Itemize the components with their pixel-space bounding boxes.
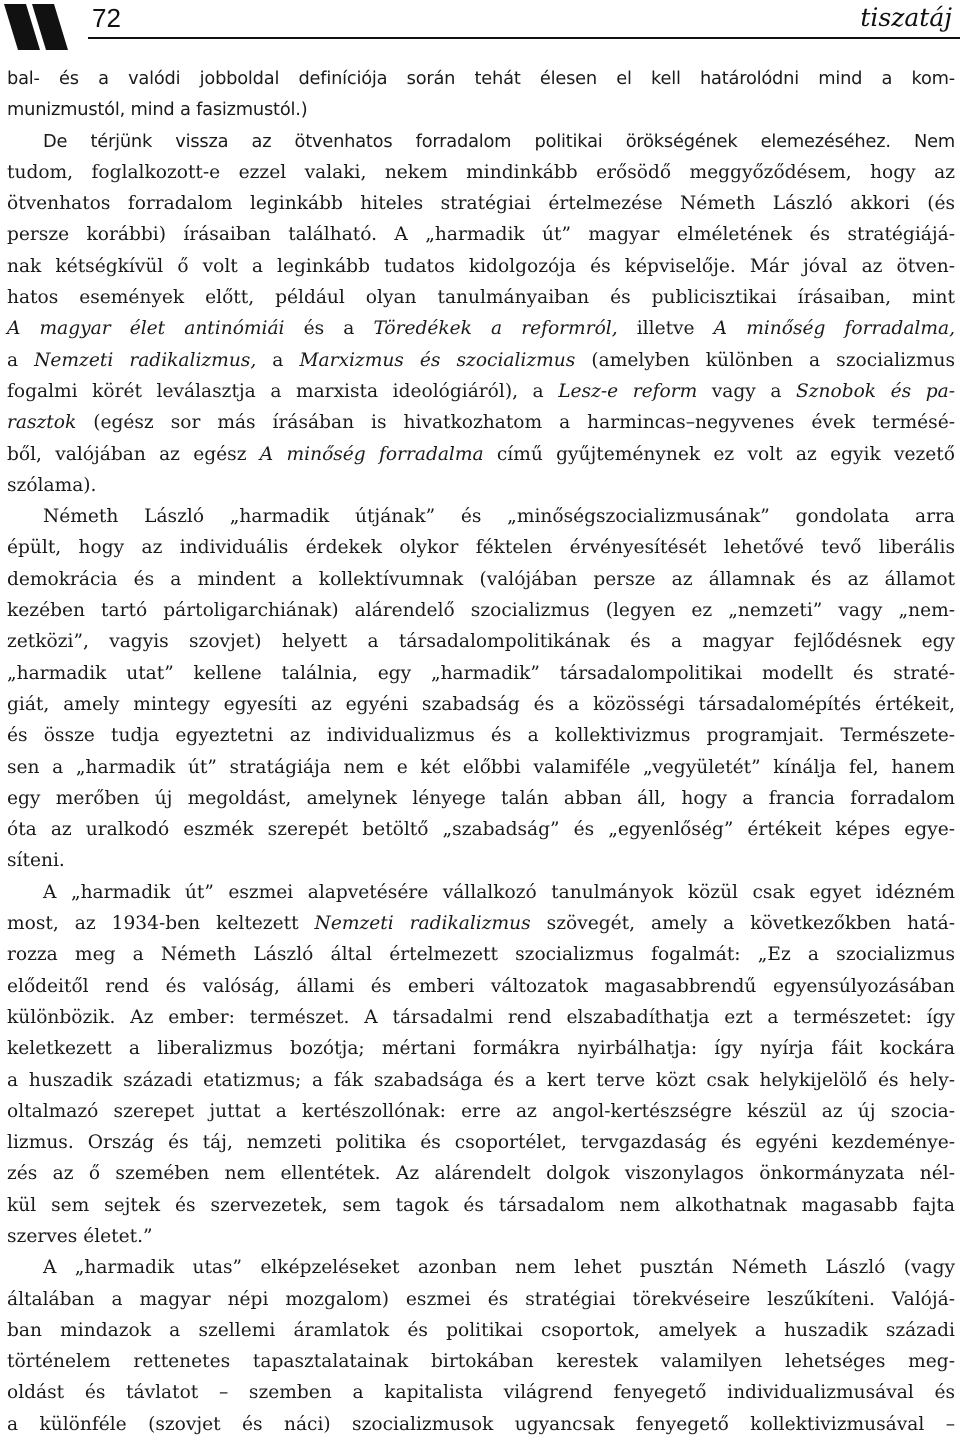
text-line xyxy=(7,564,955,595)
text-line xyxy=(7,908,955,939)
text-segment: hatos események előtt, például olyan tanulmányaiban és publicisztikai írásaiban, mint xyxy=(7,287,955,309)
text-line xyxy=(7,1221,955,1252)
text-segment: giát, amely mintegy egyesíti az egyéni szabadság és a közösségi társadalomépítés értékeit, xyxy=(7,693,955,715)
text-line xyxy=(7,439,955,470)
text-segment: vagy a xyxy=(697,380,796,402)
text-line xyxy=(7,1033,955,1064)
text-line xyxy=(7,1065,955,1096)
text-line xyxy=(7,845,955,876)
text-segment: most, az 1934-ben keltezett xyxy=(7,913,315,935)
text-line xyxy=(7,94,955,125)
text-segment: szerves életet.” xyxy=(7,1225,153,1247)
text-line xyxy=(7,157,955,188)
text-segment: A „harmadik út” eszmei alapvetésére vállalkozó tanulmányok közül csak egyet idézném xyxy=(43,881,955,903)
text-line xyxy=(7,658,955,689)
text-line xyxy=(7,345,955,376)
text-segment: munizmustól, mind a fasizmustól.) xyxy=(7,99,308,121)
text-segment: szövegét, amely a következőkben hatá- xyxy=(530,913,955,935)
text-segment: a xyxy=(7,349,35,371)
text-line xyxy=(7,282,955,313)
text-segment: óta az uralkodó eszmék szerepét betöltő „szabadság” és „egyenlőség” értékeit képes egye- xyxy=(7,819,955,841)
italic-title: Töredékek a reformról, xyxy=(373,318,618,340)
text-segment: oltalmazó szerepet juttat a kertészollónak: erre az angol-kertészségre készül az új szocia- xyxy=(7,1100,955,1122)
text-segment: a huszadik századi etatizmus; a fák szabadsága és a kert terve közt csak helykijelölő és hely- xyxy=(7,1069,955,1091)
italic-title: Marxizmus és szocializmus xyxy=(299,349,576,371)
text-segment: tudom, foglalkozott-e ezzel valaki, nekem mindinkább erősödő meggyőződésem, hogy az xyxy=(7,161,955,183)
text-segment: A „harmadik utas” elképzeléseket azonban nem lehet pusztán Németh László (vagy xyxy=(43,1257,955,1279)
text-line xyxy=(7,939,955,970)
article-body xyxy=(7,63,955,1440)
text-line xyxy=(7,1284,955,1315)
text-line xyxy=(7,313,955,344)
text-segment: ötvenhatos forradalom leginkább hiteles stratégiai értelmezése Németh László akkori (és xyxy=(7,193,955,215)
text-segment: „harmadik utat” kellene találnia, egy „harmadik” társadalompolitikai modellt és straté- xyxy=(7,662,955,684)
text-segment: fogalmi körét leválasztja a marxista ideológiáról), a xyxy=(7,380,559,402)
text-segment: oldást és távlatot – szemben a kapitalista világrend fenyegető individualizmusával és xyxy=(7,1382,955,1404)
text-line xyxy=(7,783,955,814)
text-segment: sen a „harmadik út” stratágiája nem e két előbbi valamiféle „vegyületét” kínálja fel, hanem xyxy=(7,756,955,778)
text-segment: zés az ő szemében nem ellentétek. Az alárendelt dolgok viszonylagos önkormányzata nél- xyxy=(7,1163,955,1185)
text-segment: kül sem sejtek és szervezetek, sem tagok és társadalom nem alkothatnak magasabb fajta xyxy=(7,1194,955,1216)
text-segment: egy merőben új megoldást, amelynek lényege talán abban áll, hogy a francia forradalom xyxy=(7,787,955,809)
text-segment: a különféle (szovjet és náci) szocializmusok ugyancsak fenyegető kollektivizmusával – xyxy=(7,1413,955,1435)
italic-title: A minőség forradalma, xyxy=(713,318,955,340)
text-line xyxy=(7,814,955,845)
text-segment: általában a magyar népi mozgalom) eszmei és stratégiai törekvéseire leszűkíteni. Valójá- xyxy=(7,1288,955,1310)
text-segment: (egész sor más írásában is hivatkozhatom a harmincas–negyvenes évek termésé- xyxy=(76,412,955,434)
text-line xyxy=(7,188,955,219)
journal-logo-icon xyxy=(4,4,80,50)
text-line xyxy=(7,251,955,282)
text-line xyxy=(7,126,955,157)
text-segment: épült, hogy az individuális érdekek olykor féktelen érvényesítését lehetővé tevő liberális xyxy=(7,537,955,559)
text-line xyxy=(7,626,955,657)
text-segment: ban mindazok a szellemi áramlatok és politikai csoportok, amelyek a huszadik századi xyxy=(7,1319,955,1341)
text-segment: keletkezett a liberalizmus bozótja; mértani formákra nyirbálhatja: így nyírja fáit kockára xyxy=(7,1038,955,1060)
text-segment: című gyűjteménynek ez volt az egyik vezető xyxy=(483,443,955,465)
text-line xyxy=(7,63,955,94)
text-line xyxy=(7,1346,955,1377)
text-segment: elődeitől rend és valóság, állami és emberi változatok magasabbrendű egyensúlyozásában xyxy=(7,975,955,997)
text-segment: szólama). xyxy=(7,474,97,496)
text-line xyxy=(7,595,955,626)
journal-title: tiszatáj xyxy=(860,3,952,32)
text-line xyxy=(7,689,955,720)
text-line xyxy=(7,376,955,407)
text-segment: zetközi”, vagyis szovjet) helyett a társadalompolitikának és a magyar fejlődésnek egy xyxy=(7,631,955,653)
text-line xyxy=(7,1252,955,1283)
italic-title: A magyar élet antinómiái xyxy=(7,318,285,340)
text-line xyxy=(7,1409,955,1440)
text-segment: és össze tudja egyeztetni az individualizmus és a kollektivizmus programjait. Természete- xyxy=(7,725,955,747)
text-segment: (amelyben különben a szocializmus xyxy=(575,349,955,371)
text-line xyxy=(7,1190,955,1221)
text-line xyxy=(7,877,955,908)
text-segment: síteni. xyxy=(7,850,65,872)
text-segment: ből, valójában az egész xyxy=(7,443,260,465)
text-line xyxy=(7,1096,955,1127)
header-rule xyxy=(88,37,960,39)
text-segment: bal- és a valódi jobboldal definíciója során tehát élesen el kell határolódni mind a kom- xyxy=(7,68,955,89)
text-segment: Németh László „harmadik útjának” és „minőségszocializmusának” gondolata arra xyxy=(43,506,955,528)
italic-title: rasztok xyxy=(7,412,77,434)
text-segment: kezében tartó pártoligarchiának) alárendelő szocializmus (legyen ez „nemzeti” vagy „nem- xyxy=(7,600,955,622)
text-line xyxy=(7,532,955,563)
text-line xyxy=(7,219,955,250)
text-segment: különbözik. Az ember: természet. A társadalmi rend elszabadíthatja ezt a természetet: így xyxy=(7,1006,955,1028)
text-segment: lizmus. Ország és táj, nemzeti politika és csoportélet, tervgazdaság és egyéni kezdeménye- xyxy=(7,1132,955,1154)
italic-title: A minőség forradalma xyxy=(259,443,484,465)
text-line xyxy=(7,1315,955,1346)
text-line xyxy=(7,501,955,532)
text-line xyxy=(7,1158,955,1189)
page-number: 72 xyxy=(92,3,121,33)
italic-title: Lesz-e reform xyxy=(558,380,698,402)
text-line xyxy=(7,971,955,1002)
text-line xyxy=(7,1377,955,1408)
text-segment: persze korábbi) írásaiban található. A „harmadik út” magyar elméletének és stratégiájá- xyxy=(7,224,955,246)
italic-title: Sznobok és pa- xyxy=(795,380,955,402)
text-line xyxy=(7,1127,955,1158)
text-segment: és a xyxy=(284,318,374,340)
text-segment: De térjünk vissza az ötvenhatos forradalom politikai örökségének elemezéséhez. Nem xyxy=(43,130,955,152)
text-segment: a xyxy=(256,349,300,371)
text-segment: rozza meg a Németh László által értelmezett szocializmus fogalmát: „Ez a szocializmus xyxy=(7,944,955,966)
text-line xyxy=(7,752,955,783)
text-line xyxy=(7,720,955,751)
italic-title: Nemzeti radikalizmus, xyxy=(34,349,257,371)
italic-title: Nemzeti radikalizmus xyxy=(314,913,531,935)
text-segment: demokrácia és a mindent a kollektívumnak (valójában persze az államnak és az államot xyxy=(7,568,955,590)
text-segment: nak kétségkívül ő volt a leginkább tudatos kidolgozója és képviselője. Már jóval az ötven- xyxy=(7,255,955,277)
text-segment: történelem rettenetes tapasztalatainak birtokában kerestek valamilyen lehetséges meg- xyxy=(7,1351,955,1373)
text-line xyxy=(7,470,955,501)
text-segment: illetve xyxy=(617,318,714,340)
text-line xyxy=(7,1002,955,1033)
text-line xyxy=(7,407,955,438)
